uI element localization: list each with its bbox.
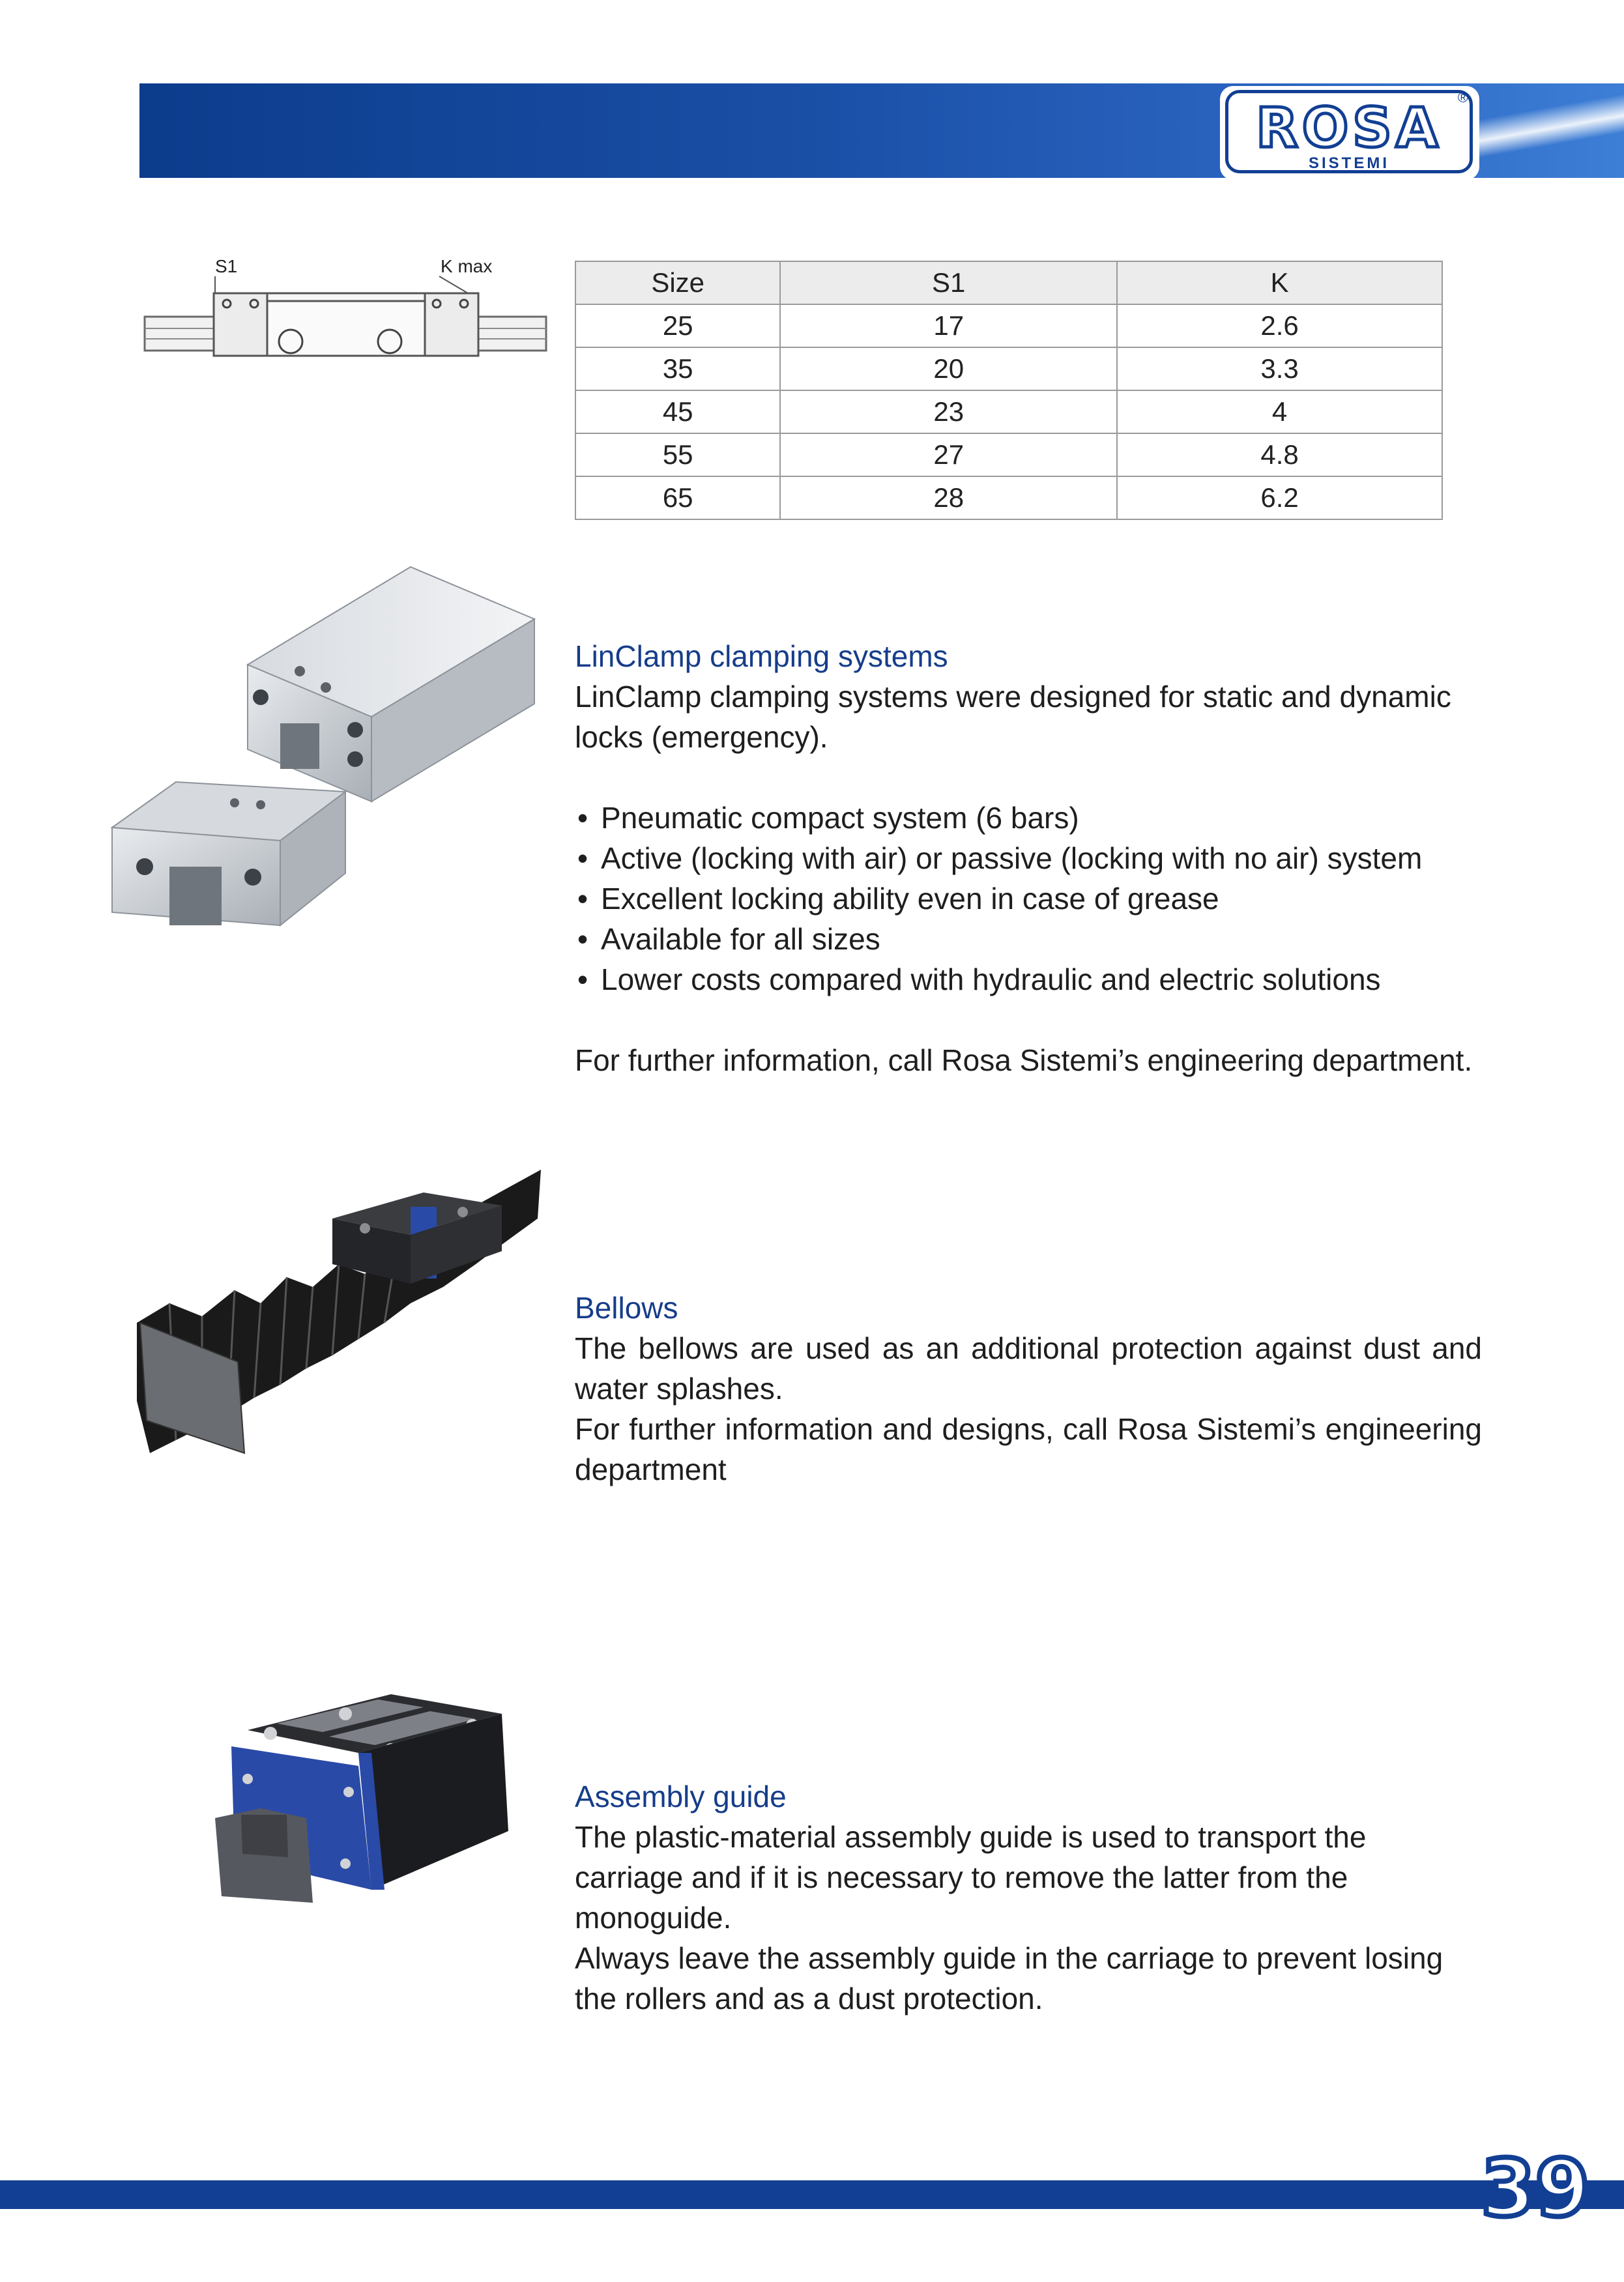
assembly-paragraph-1: The plastic-material assembly guide is used to transport the carriage and if it is necessary to remove the latter from the monoguide. (575, 1820, 1367, 1935)
table-row (575, 304, 1442, 347)
table-row (575, 476, 1442, 519)
carriage-side-diagram (139, 255, 557, 379)
list-item: • Available for all sizes (575, 919, 1482, 959)
linclamp-contact: For further information, call Rosa Sistemi’s engineering department. (575, 1043, 1473, 1077)
cell-k: 2.6 (1117, 304, 1442, 347)
cell-s1: 20 (780, 347, 1117, 390)
table-header-row (575, 261, 1442, 304)
cell-s1: 27 (780, 433, 1117, 476)
cell-s1: 28 (780, 476, 1117, 519)
bellows-paragraph-1: The bellows are used as an additional protection against dust and water splashes. (575, 1331, 1482, 1406)
diagram-label-kmax: K max (441, 256, 493, 276)
list-item: • Lower costs compared with hydraulic and electric solutions (575, 959, 1482, 1000)
linclamp-photo (104, 560, 560, 938)
cell-size: 35 (575, 347, 780, 390)
bellows-paragraph-2: For further information and designs, call Rosa Sistemi’s engineering department (575, 1412, 1482, 1486)
registered-mark: ® (1457, 89, 1468, 106)
cell-s1: 17 (780, 304, 1117, 347)
cell-size: 45 (575, 390, 780, 433)
bellows-section (575, 1288, 1482, 1490)
table-row (575, 347, 1442, 390)
brand-logo (1220, 86, 1479, 180)
table-row (575, 433, 1442, 476)
list-item: • Excellent locking ability even in case of grease (575, 878, 1482, 919)
size-table (575, 261, 1443, 520)
assembly-title: Assembly guide (575, 1780, 787, 1813)
cell-k: 4.8 (1117, 433, 1442, 476)
logo-word: ROSA (1256, 96, 1442, 160)
assembly-section (575, 1776, 1482, 2019)
linclamp-features (575, 798, 1482, 1000)
cell-size: 55 (575, 433, 780, 476)
linclamp-intro: LinClamp clamping systems were designed for static and dynamic locks (emergency). (575, 680, 1451, 754)
header-streak (1479, 83, 1624, 178)
list-item: • Active (locking with air) or passive (locking with no air) system (575, 838, 1482, 878)
logo-frame (1225, 90, 1473, 173)
diagram-label-s1: S1 (215, 256, 238, 276)
linclamp-title: LinClamp clamping systems (575, 639, 948, 673)
bellows-photo (137, 1166, 554, 1466)
cell-s1: 23 (780, 390, 1117, 433)
header-k: K (1117, 261, 1442, 304)
footer-band (0, 2180, 1624, 2209)
assembly-paragraph-2: Always leave the assembly guide in the carriage to prevent losing the rollers and as a dust protection. (575, 1941, 1443, 2015)
linclamp-section (575, 636, 1482, 1080)
page-number: 39 (1481, 2144, 1590, 2234)
logo-subtitle: SISTEMI (1308, 154, 1389, 172)
cell-k: 4 (1117, 390, 1442, 433)
table-row (575, 390, 1442, 433)
list-item: • Pneumatic compact system (6 bars) (575, 798, 1482, 838)
cell-size: 65 (575, 476, 780, 519)
header-size: Size (575, 261, 780, 304)
cell-k: 3.3 (1117, 347, 1442, 390)
assembly-guide-photo (215, 1688, 521, 1909)
bellows-title: Bellows (575, 1291, 678, 1325)
header-s1: S1 (780, 261, 1117, 304)
cell-k: 6.2 (1117, 476, 1442, 519)
cell-size: 25 (575, 304, 780, 347)
